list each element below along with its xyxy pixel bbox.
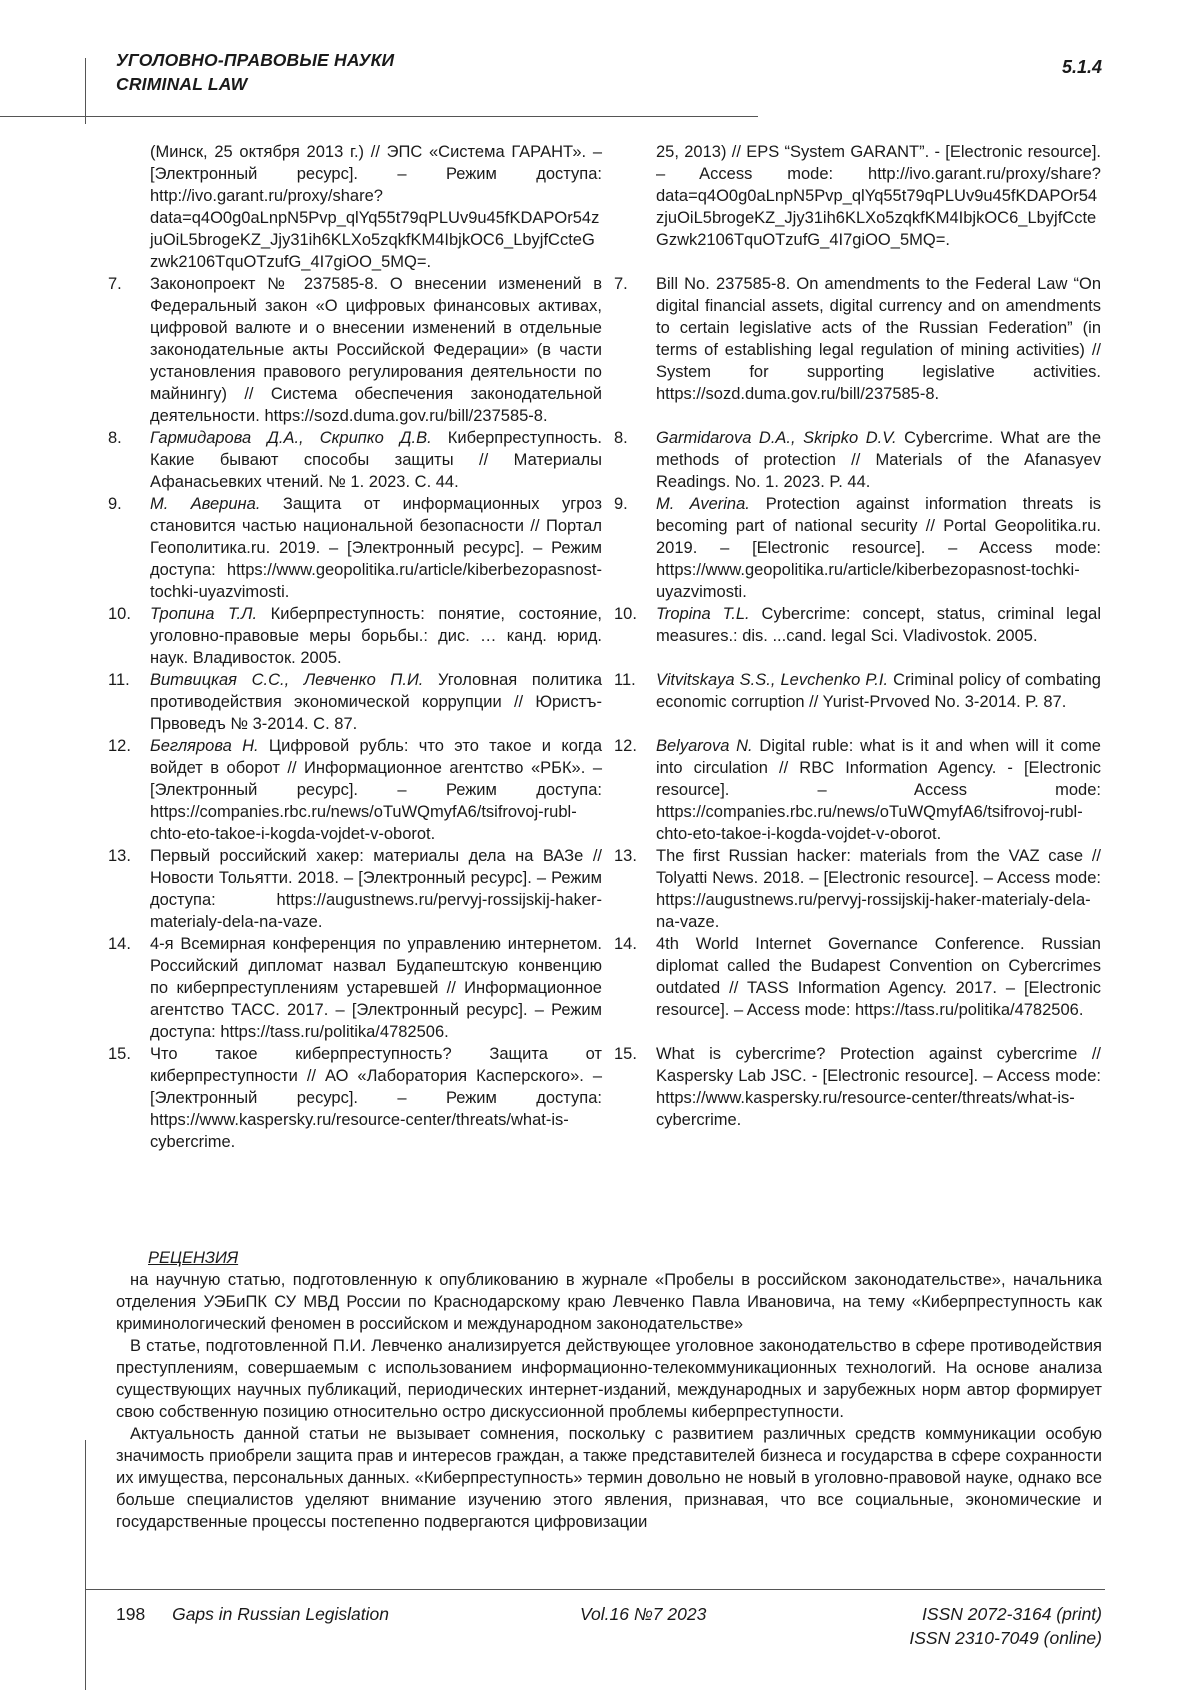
reference-body: What is cybercrime? Protection against cybercrime // Kaspersky Lab JSC. - [Electronic resource]. – Access mode: https://www.kaspersky.ru/resource-center/threats/what-is-cybercrime. — [656, 1045, 1101, 1129]
review-paragraph: В статье, подготовленной П.И. Левченко анализируется действующее уголовное законодательство в сфере противодействия преступлениям, совершаемым с использованием информационно-телекоммуникационных технологий. На основе анализа существующих научных публикаций, периодических интернет-изданий, международных и зарубежных норм автор формирует свою собственную позицию относительно остро дискуссионной проблемы киберпреступности. — [116, 1337, 1102, 1421]
reference-body: Cybercrime: concept, status, criminal legal measures.: dis. ...cand. legal Sci. Vladivostok. 2005. — [656, 605, 1101, 645]
reference-text — [656, 1043, 1101, 1153]
reference-number: 12. — [108, 737, 131, 755]
reference-item — [614, 493, 1101, 603]
reference-number: 8. — [108, 429, 122, 447]
reference-author: Тропина Т.Л. — [150, 605, 258, 623]
reference-author: М. Аверина. — [150, 495, 261, 513]
reference-text — [150, 1043, 602, 1153]
reference-author: M. Averina. — [656, 495, 750, 513]
reference-item — [614, 845, 1101, 933]
header-horizontal-rule — [0, 116, 758, 117]
reference-text — [150, 603, 602, 669]
reference-item — [108, 1043, 602, 1153]
issn-online: ISSN 2310-7049 (online) — [909, 1628, 1102, 1648]
reference-item — [108, 669, 602, 735]
reference-text — [656, 493, 1101, 603]
reference-number: 8. — [614, 429, 628, 447]
footer-horizontal-rule — [85, 1589, 1105, 1590]
reference-item — [614, 669, 1101, 735]
reference-body: (Минск, 25 октября 2013 г.) // ЭПС «Система ГАРАНТ». – [Электронный ресурс]. – Режим доступа: http://ivo.garant.ru/proxy/share?data=q4O0g0aLnpN5Pvp_qlYq55t79qPLUv9u45fKDAPOr54zjuOiL5brogeKZ_Jjy31ih6KLXo5zqkfKM4IbjkOC6_LbyjfCcteGzwk2106TquOTzufG_4I7giOO_5MQ=. — [150, 143, 602, 271]
review-title: РЕЦЕНЗИЯ — [148, 1249, 239, 1267]
reference-number: 7. — [108, 275, 122, 293]
reference-text — [150, 427, 602, 493]
reference-text — [150, 493, 602, 603]
header-section-en: CRIMINAL LAW — [116, 74, 248, 94]
reference-number: 11. — [614, 671, 636, 689]
reference-number: 7. — [614, 275, 628, 293]
reference-item — [108, 141, 602, 273]
reference-body: Cybercrime. What are the methods of protection // Materials of the Afanasyev Readings. No. 1. 2023. P. 44. — [656, 429, 1101, 491]
review-paragraph: Актуальность данной статьи не вызывает сомнения, поскольку с развитием различных средств коммуникации особую значимость приобрели защита прав и интересов граждан, а также представителей бизнеса и государства в сфере сохранности их имущества, персональных данных. «Киберпреступность» термин довольно не новый в уголовно-правовой науке, однако все больше специалистов уделяют внимание изучению этого явления, признавая, что все социальные, экономические и государственные процессы постепенно подвергаются цифровизации — [116, 1425, 1102, 1531]
references-russian — [108, 141, 602, 1153]
reference-number: 9. — [614, 495, 628, 513]
reference-number: 10. — [614, 605, 637, 623]
reference-body: Что такое киберпреступность? Защита от киберпреступности // АО «Лаборатория Касперского». – [Электронный ресурс]. – Режим доступа: https://www.kaspersky.ru/resource-center/threats/what-is-cybercrime. — [150, 1045, 602, 1151]
reference-body: Первый российский хакер: материалы дела на ВАЗе // Новости Тольятти. 2018. – [Электронный ресурс]. – Режим доступа: https://augustnews.ru/pervyj-rossijskij-haker-materialy-dela-na-vaze. — [150, 847, 602, 931]
reference-item — [614, 273, 1101, 427]
reference-author: Vitvitskaya S.S., Levchenko P.I. — [656, 671, 889, 689]
footer-volume: Vol.16 №7 2023 — [580, 1604, 707, 1624]
reference-body: Защита от информационных угроз становится частью национальной безопасности // Портал Геополитика.ru. 2019. – [Электронный ресурс]. – Режим доступа: https://www.geopolitika.ru/article/kiberbezopasnost-tochki-uyazvimosti. — [150, 495, 602, 601]
reference-number: 14. — [108, 935, 131, 953]
reference-item — [614, 141, 1101, 273]
reference-text — [656, 603, 1101, 669]
reference-item — [108, 273, 602, 427]
reference-item — [614, 735, 1101, 845]
reference-author: Витвицкая С.С., Левченко П.И. — [150, 671, 424, 689]
header-vertical-rule — [85, 58, 86, 124]
reference-text — [656, 933, 1101, 1043]
journal-name: Gaps in Russian Legislation — [172, 1604, 390, 1624]
reference-text — [150, 273, 602, 427]
reference-text — [150, 845, 602, 933]
reference-body: Protection against information threats is becoming part of national security // Portal Geopolitika.ru. 2019. – [Electronic resource]. – Access mode: https://www.geopolitika.ru/article/kiberbezopasnost-tochki-uyazvimosti. — [656, 495, 1101, 601]
page-number: 198 — [116, 1604, 146, 1624]
review-intro: на научную статью, подготовленную к опубликованию в журнале «Пробелы в российском законодательстве», начальника отделения УЭБиПК СУ МВД России по Краснодарскому краю Левченко Павла Ивановича, на тему «Киберпреступность как криминологический феномен в российском и международном законодательстве» — [116, 1271, 1102, 1333]
reference-number: 14. — [614, 935, 637, 953]
references-english — [614, 141, 1101, 1153]
reference-text — [150, 669, 602, 735]
reference-text — [150, 933, 602, 1043]
reference-item — [108, 735, 602, 845]
reference-item — [614, 1043, 1101, 1153]
reference-author: Беглярова Н. — [150, 737, 259, 755]
reference-number: 13. — [614, 847, 637, 865]
reference-text — [656, 669, 1101, 735]
reference-item — [108, 933, 602, 1043]
reference-text — [656, 845, 1101, 933]
reference-text — [150, 141, 602, 273]
reference-author: Tropina T.L. — [656, 605, 750, 623]
footer-issn — [909, 1602, 1102, 1650]
reference-body: 25, 2013) // EPS “System GARANT”. - [Electronic resource]. – Access mode: http://ivo.garant.ru/proxy/share?data=q4O0g0aLnpN5Pvp_qlYq55t79qPLUv9u45fKDAPOr54zjuOiL5brogeKZ_Jjy31ih6KLXo5zqkfKM4IbjkOC6_LbyjfCcteGzwk2106TquOTzufG_4I7giOO_5MQ=. — [656, 143, 1101, 249]
reference-text — [656, 735, 1101, 845]
reference-item — [108, 427, 602, 493]
reference-number: 15. — [108, 1045, 131, 1063]
reference-body: Уголовная политика противодействия экономической коррупции // Юристъ-Првоведъ № 3-2014. С. 87. — [150, 671, 602, 733]
reference-body: 4th World Internet Governance Conference. Russian diplomat called the Budapest Convention on Cybercrimes outdated // TASS Information Agency. 2017. – [Electronic resource]. – Access mode: https://tass.ru/politika/4782506. — [656, 935, 1101, 1019]
header-section-ru: УГОЛОВНО-ПРАВОВЫЕ НАУКИ — [116, 50, 395, 70]
reference-item — [108, 845, 602, 933]
reference-author: Гармидарова Д.А., Скрипко Д.В. — [150, 429, 432, 447]
reference-body: 4-я Всемирная конференция по управлению интернетом. Российский дипломат назвал Будапештскую конвенцию по киберпреступлениям устаревшей // Информационное агентство ТАСС. 2017. – [Электронный ресурс]. – Режим доступа: https://tass.ru/politika/4782506. — [150, 935, 602, 1041]
reference-body: Законопроект № 237585-8. О внесении изменений в Федеральный закон «О цифровых финансовых активах, цифровой валюте и о внесении изменений в отдельные законодательные акты Российской Федерации» (в части установления правового регулирования деятельности по майнингу) // Система обеспечения законодательной деятельности. https://sozd.duma.gov.ru/bill/237585-8. — [150, 275, 602, 425]
reference-number: 13. — [108, 847, 131, 865]
reference-author: Garmidarova D.A., Skripko D.V. — [656, 429, 897, 447]
reference-text — [656, 273, 1101, 427]
reference-number: 11. — [108, 671, 130, 689]
reference-text — [150, 735, 602, 845]
left-margin-rule — [85, 1440, 86, 1690]
reference-body: Digital ruble: what is it and when will it come into circulation // RBC Information Agency. - [Electronic resource]. – Access mode: https://companies.rbc.ru/news/oTuWQmyfA6/tsifrovoj-rubl-chto-eto-takoe-i-kogda-vojdet-v-oborot. — [656, 737, 1101, 843]
reference-text — [656, 141, 1101, 273]
reference-number: 12. — [614, 737, 637, 755]
reference-body: Киберпреступность: понятие, состояние, уголовно-правовые меры борьбы.: дис. … канд. юрид. наук. Владивосток. 2005. — [150, 605, 602, 667]
reference-item — [108, 603, 602, 669]
reference-item — [108, 493, 602, 603]
review-section — [116, 1247, 1102, 1533]
running-header — [116, 48, 394, 96]
reference-body: Киберпреступность. Какие бывают способы защиты // Материалы Афанасьевких чтений. № 1. 2023. С. 44. — [150, 429, 602, 491]
issn-print: ISSN 2072-3164 (print) — [922, 1604, 1102, 1624]
reference-item — [614, 427, 1101, 493]
reference-item — [614, 933, 1101, 1043]
reference-item — [614, 603, 1101, 669]
reference-number: 10. — [108, 605, 131, 623]
reference-body: Criminal policy of combating economic corruption // Yurist-Prvoved No. 3-2014. P. 87. — [656, 671, 1101, 711]
reference-body: The first Russian hacker: materials from the VAZ case // Tolyatti News. 2018. – [Electronic resource]. – Access mode: https://augustnews.ru/pervyj-rossijskij-haker-materialy-dela-na-vaze. — [656, 847, 1101, 931]
specialty-code: 5.1.4 — [1061, 57, 1102, 77]
reference-body: Цифровой рубль: что это такое и когда войдет в оборот // Информационное агентство «РБК». – [Электронный ресурс]. – Режим доступа: https://companies.rbc.ru/news/oTuWQmyfA6/tsifrovoj-rubl-chto-eto-takoe-i-kogda-vojdet-v-oborot. — [150, 737, 602, 843]
reference-author: Belyarova N. — [656, 737, 753, 755]
reference-number: 9. — [108, 495, 122, 513]
reference-body: Bill No. 237585-8. On amendments to the Federal Law “On digital financial assets, digital currency and on amendments to certain legislative acts of the Russian Federation” (in terms of establishing legal regulation of mining activities) // System for supporting legislative activities. https://sozd.duma.gov.ru/bill/237585-8. — [656, 275, 1101, 403]
reference-text — [656, 427, 1101, 493]
footer-left — [116, 1602, 389, 1626]
reference-number: 15. — [614, 1045, 637, 1063]
